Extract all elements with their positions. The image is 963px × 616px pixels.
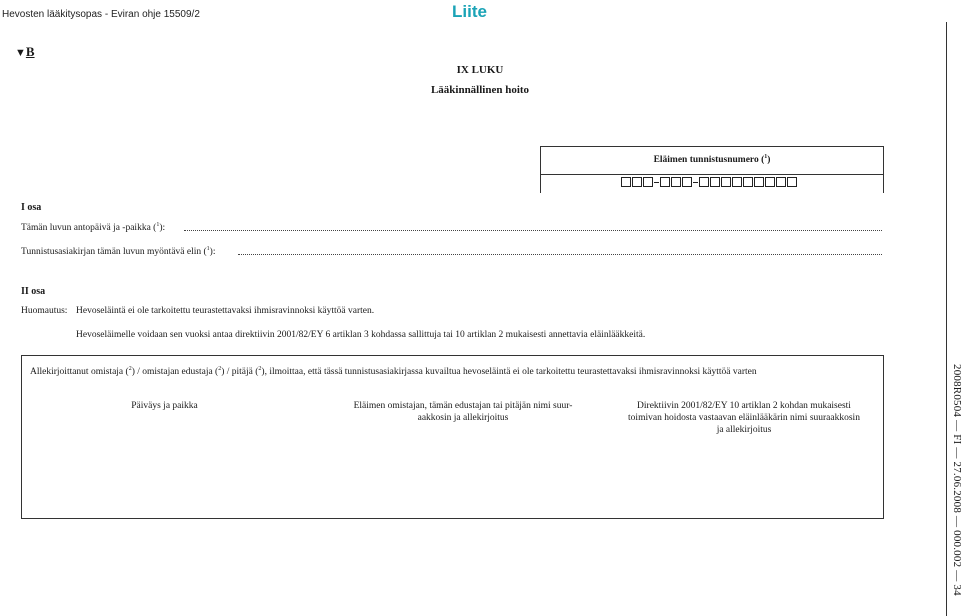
note-line-1: Hevoseläintä ei ole tarkoitettu teurastettavaksi ihmisravinnoksi käyttöä varten.	[76, 306, 375, 316]
issue-date-place-field[interactable]	[184, 230, 882, 231]
note-line-2: Hevoseläimelle voidaan sen vuoksi antaa direktiivin 2001/82/EY 6 artiklan 3 kohdassa sallittuja tai 10 artiklan 2 mukaisesti annettavia eläinlääkkeitä.	[76, 330, 646, 340]
issuing-body-field[interactable]	[238, 254, 882, 255]
id-digit-cell[interactable]	[671, 177, 681, 187]
declaration-box	[21, 355, 884, 519]
declaration-text: Allekirjoittanut omistaja ($^2$) / omistajan edustaja ($^2$) / pitäjä ($^2$), ilmoittaa, että tässä tunnistusasiakirjassa kuvailtua hevoseläintä ei ole tarkoitettu teurastettavaksi ihmisravinnoksi käyttöä varten	[30, 366, 757, 378]
document-reference: 2008R0504 — FI — 27.06.2008 — 000.002 — 34	[951, 364, 963, 596]
animal-id-field[interactable]	[621, 177, 798, 187]
id-digit-cell[interactable]	[632, 177, 642, 187]
id-digit-cell[interactable]	[699, 177, 709, 187]
date-place-signature-field[interactable]: Päiväys ja paikka	[131, 401, 198, 411]
id-divider	[541, 174, 883, 175]
id-separator	[693, 182, 698, 183]
id-digit-cell[interactable]	[682, 177, 692, 187]
animal-id-label: Eläimen tunnistusnumero ($^1$)	[653, 154, 771, 166]
id-digit-cell[interactable]	[765, 177, 775, 187]
chapter-title: Lääkinnällinen hoito	[430, 84, 530, 96]
veterinarian-signature-field[interactable]: Direktiivin 2001/82/EY 10 artiklan 2 kohdan mukaisesti toimivan hoidosta vastaavan eläinlääkärin nimi suuraakkosin ja allekirjoitus	[628, 401, 860, 435]
issue-date-place-label: Tämän luvun antopäivä ja -paikka ($^1$):	[21, 222, 166, 234]
id-digit-cell[interactable]	[660, 177, 670, 187]
chapter-number: IX LUKU	[456, 64, 504, 76]
issuing-body-label: Tunnistusasiakirjan tämän luvun myöntävä elin ($^1$):	[21, 246, 216, 258]
sidebar-divider	[946, 22, 947, 616]
animal-id-box	[540, 146, 884, 193]
amendment-marker	[15, 44, 35, 60]
part2-title: II osa	[21, 286, 46, 297]
owner-signature-field[interactable]: Eläimen omistajan, tämän edustajan tai pitäjän nimi suur- aakkosin ja allekirjoitus	[353, 401, 573, 423]
id-separator	[654, 182, 659, 183]
triangle-down-icon: ▼	[15, 47, 26, 59]
id-digit-cell[interactable]	[621, 177, 631, 187]
id-digit-cell[interactable]	[787, 177, 797, 187]
id-digit-cell[interactable]	[732, 177, 742, 187]
id-digit-cell[interactable]	[754, 177, 764, 187]
id-digit-cell[interactable]	[710, 177, 720, 187]
id-digit-cell[interactable]	[743, 177, 753, 187]
page-title: Liite	[452, 2, 487, 21]
note-label: Huomautus:	[21, 306, 68, 316]
document-source-header: Hevosten lääkitysopas - Eviran ohje 15509/2	[2, 9, 200, 20]
amendment-letter: B	[25, 44, 35, 59]
id-digit-cell[interactable]	[643, 177, 653, 187]
id-digit-cell[interactable]	[776, 177, 786, 187]
id-digit-cell[interactable]	[721, 177, 731, 187]
part1-title: I osa	[21, 202, 42, 213]
